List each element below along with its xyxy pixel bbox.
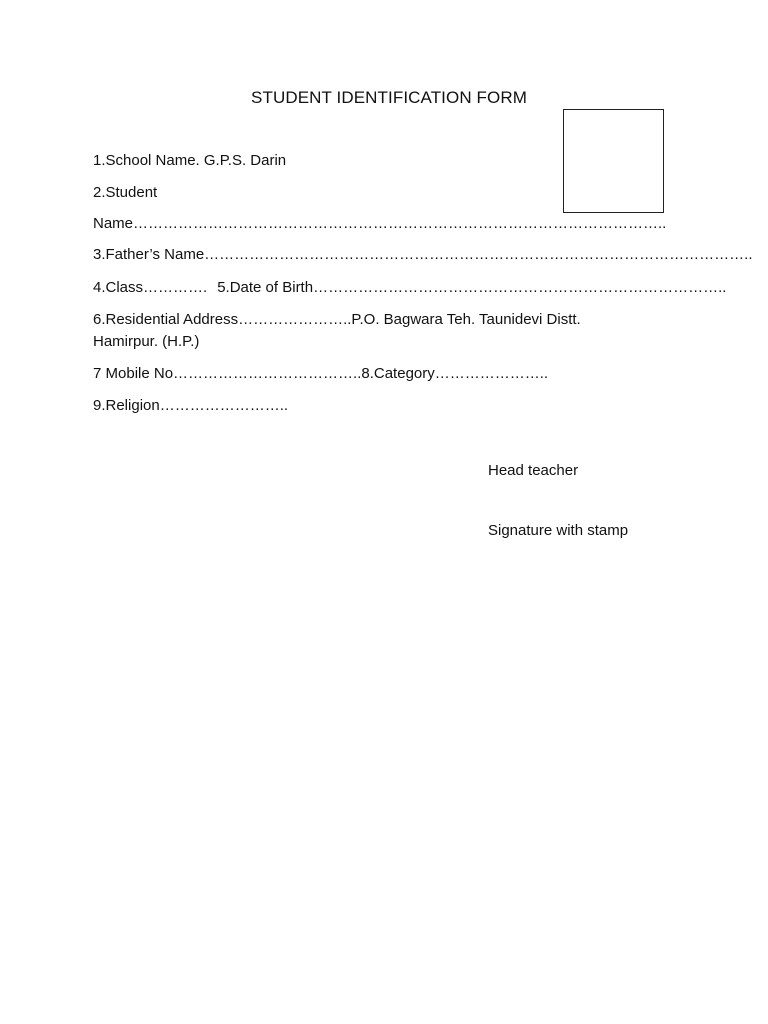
mobile-field: 7 Mobile No……………………………….. — [93, 365, 362, 382]
address-field-continued: Hamirpur. (H.P.) — [93, 333, 200, 350]
student-name-field: Name…………………………………………………………………………………………….. — [93, 215, 667, 232]
student-name-label: 2.Student — [93, 184, 158, 201]
photo-box — [563, 109, 664, 213]
signature-label: Signature with stamp — [488, 522, 629, 539]
class-dob-row — [93, 278, 726, 298]
class-field: 4.Class…………. — [93, 279, 208, 296]
form-title: STUDENT IDENTIFICATION FORM — [251, 88, 527, 107]
father-name-field: 3.Father’s Name……………………………………………………………………………………………….. — [93, 246, 753, 263]
religion-field: 9.Religion…………………….. — [93, 397, 289, 414]
address-field: 6.Residential Address…………………..P.O. Bagwara Teh. Taunidevi Distt. — [93, 311, 581, 328]
head-teacher-label: Head teacher — [488, 462, 579, 479]
school-name-field: 1.School Name. G.P.S. Darin — [93, 152, 287, 169]
category-field: 8.Category………………….. — [361, 365, 549, 382]
date-of-birth-field: 5.Date of Birth……………………………………………………………………….. — [217, 279, 727, 296]
mobile-category-row — [93, 364, 548, 384]
